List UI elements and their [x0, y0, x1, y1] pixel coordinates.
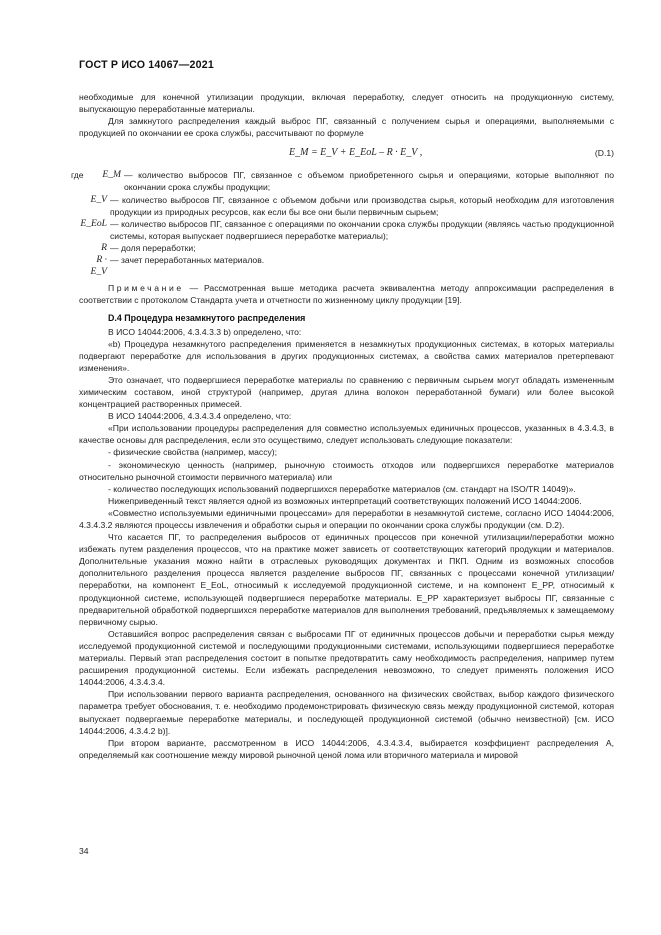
note-text: — Рассмотренная выше методика расчета эквивалентна методу аппроксимации распределения в соответствии с протоколом Стандарта учета и отчетности по жизненному циклу продукции [19].	[79, 283, 614, 306]
definition-item	[79, 218, 614, 242]
paragraph: Нижеприведенный текст является одной из возможных интерпретаций соответствующих положений ИСО 14044:2006.	[108, 495, 582, 506]
paragraph: Что касается ПГ, то распределения выбросов от единичных процессов при конечной утилизации/переработки можно избежать путем разделения процессов, что на практике может зависеть от соответствующих категорий продукции и материалов. Дополнительные указания можно найти в отраслевых руководящих документах и ПКП. Одним из возможных способов дополнительного разделения процесса является разделение выбросов ПГ, связанных с процессами конечной утилизации/переработки, на компонент E_EoL, относимый к исследуемой продукционной системе, и на компонент E_PP, относимый к продукционной системе, использующей подвергшиеся переработке материалы. E_PP характеризует выбросы ПГ, связанные с предварительной обработкой подвергшихся переработке материалов для выполнения требований, предъявляемых к замещаемому первичному сырью.	[79, 532, 614, 627]
definition-item	[79, 242, 614, 254]
paragraph: необходимые для конечной утилизации продукции, включая переработку, следует относить на продукционную систему, выпускающую переработанные материалы.	[79, 92, 614, 115]
definitions-list	[71, 169, 614, 278]
paragraph: «Совместно используемыми единичными процессами» для переработки в незамкнутой системе, согласно ИСО 14044:2006, 4.3.4.3.2 являются процессы извлечения и обработки сырья и операции по окончании срока службы продукции (см. D.2).	[79, 507, 614, 530]
definition-symbol: E_M	[102, 169, 121, 181]
paragraph: В ИСО 14044:2006, 4.3.4.3.3 b) определено, что:	[108, 326, 302, 337]
page-number: 34	[79, 846, 89, 856]
definition-item	[71, 169, 614, 193]
definition-item	[79, 194, 614, 218]
section-heading: D.4 Процедура незамкнутого распределения	[108, 313, 306, 324]
paragraph: При использовании первого варианта распределения, основанного на физических свойствах, выбор каждого физического параметра требует обоснования, т. е. необходимо продемонстрировать физическую связь между продукционной системой, которая выпускает подвергаемые переработке материалы, и последующей продукционной системой (обычно неизвестной) [см. ИСО 14044:2006, 4.3.4.2 b)].	[79, 689, 614, 736]
definition-symbol: R · E_V	[90, 254, 107, 278]
paragraph: Оставшийся вопрос распределения связан с выбросами ПГ от единичных процессов добычи и переработки сырья между исследуемой продукционной системой и последующими продукционными системами, использующими подвергшиеся переработке материалы. Первый этап распределения состоит в попытке предотвратить саму необходимость распределения, например путем расширения продукционной системы. Если избежать распределения невозможно, то следует применять положения ИСО 14044:2006, 4.3.4.3.4.	[79, 628, 614, 688]
document-body	[71, 91, 614, 761]
paragraph: При втором варианте, рассмотренном в ИСО 14044:2006, 4.3.4.3.4, выбирается коэффициент распределения A, определяемый как соотношение между мировой рыночной ценой лома или вторичного материала и мировой	[79, 737, 614, 760]
formula-d1	[79, 143, 614, 165]
paragraph: «При использовании процедуры распределения для совместно используемых единичных процессов, указанных в 4.3.4.3, в качестве основы для распределения, если это осуществимо, следует использовать следующие показатели:	[79, 423, 614, 446]
paragraph: - экономическую ценность (например, рыночную стоимость отходов или подвергшихся переработке материалов относительно рыночной стоимости первичного материала) или	[79, 459, 614, 482]
note-label: Примечание	[108, 283, 184, 294]
paragraph: В ИСО 14044:2006, 4.3.4.3.4 определено, что:	[108, 411, 292, 422]
definition-text: — зачет переработанных материалов.	[110, 255, 265, 266]
definition-text: — количество выбросов ПГ, связанное с объемом приобретенного сырья и операциями, которые выполняют по окончании срока службы продукции;	[124, 170, 614, 193]
definition-item	[79, 254, 614, 278]
formula-text: E_M = E_V + E_EoL – R · E_V ,	[289, 147, 423, 159]
definition-text: — количество выбросов ПГ, связанное с операциями по окончании срока службы продукции (являясь частью продукционной системы, которая выпускает подвергшиеся переработке материалы);	[110, 218, 614, 241]
formula-number: (D.1)	[594, 148, 614, 159]
definition-symbol: E_EoL	[80, 217, 107, 229]
definition-text: — доля переработки;	[110, 242, 196, 253]
paragraph: - количество последующих использований подвергшихся переработке материалов (см. стандарт на ISO/TR 14049)».	[108, 483, 576, 494]
definition-symbol: E_V	[90, 193, 107, 205]
paragraph: - физические свойства (например, массу);	[108, 447, 278, 458]
paragraph: «b) Процедура незамкнутого распределения применяется в незамкнутых продукционных системах, в которых материалы подвергают переработке для использования в других продукционных системах, а свойства самих материалов претерпевают изменения».	[79, 338, 614, 373]
paragraph: Это означает, что подвергшиеся переработке материалы по сравнению с первичным сырьем могут обладать измененным химическим составом, иной структурой (например, другая длина волокон переработанной бумаги) или более высокой концентрацией растворенных примесей.	[79, 374, 614, 410]
document-header: ГОСТ Р ИСО 14067—2021	[79, 59, 214, 71]
definition-text: — количество выбросов ПГ, связанное с объемом добычи или производства сырья, который необходим для изготовления продукции из природных ресурсов, как если бы все они были первичным сырьем;	[110, 194, 614, 217]
note	[79, 282, 614, 306]
definition-prefix: где	[71, 170, 84, 181]
paragraph: Для замкнутого распределения каждый выброс ПГ, связанный с получением сырья и операциями, выполняемыми с продукцией по окончании ее срока службы, рассчитывают по формуле	[79, 116, 614, 139]
definition-symbol: R	[101, 241, 107, 253]
